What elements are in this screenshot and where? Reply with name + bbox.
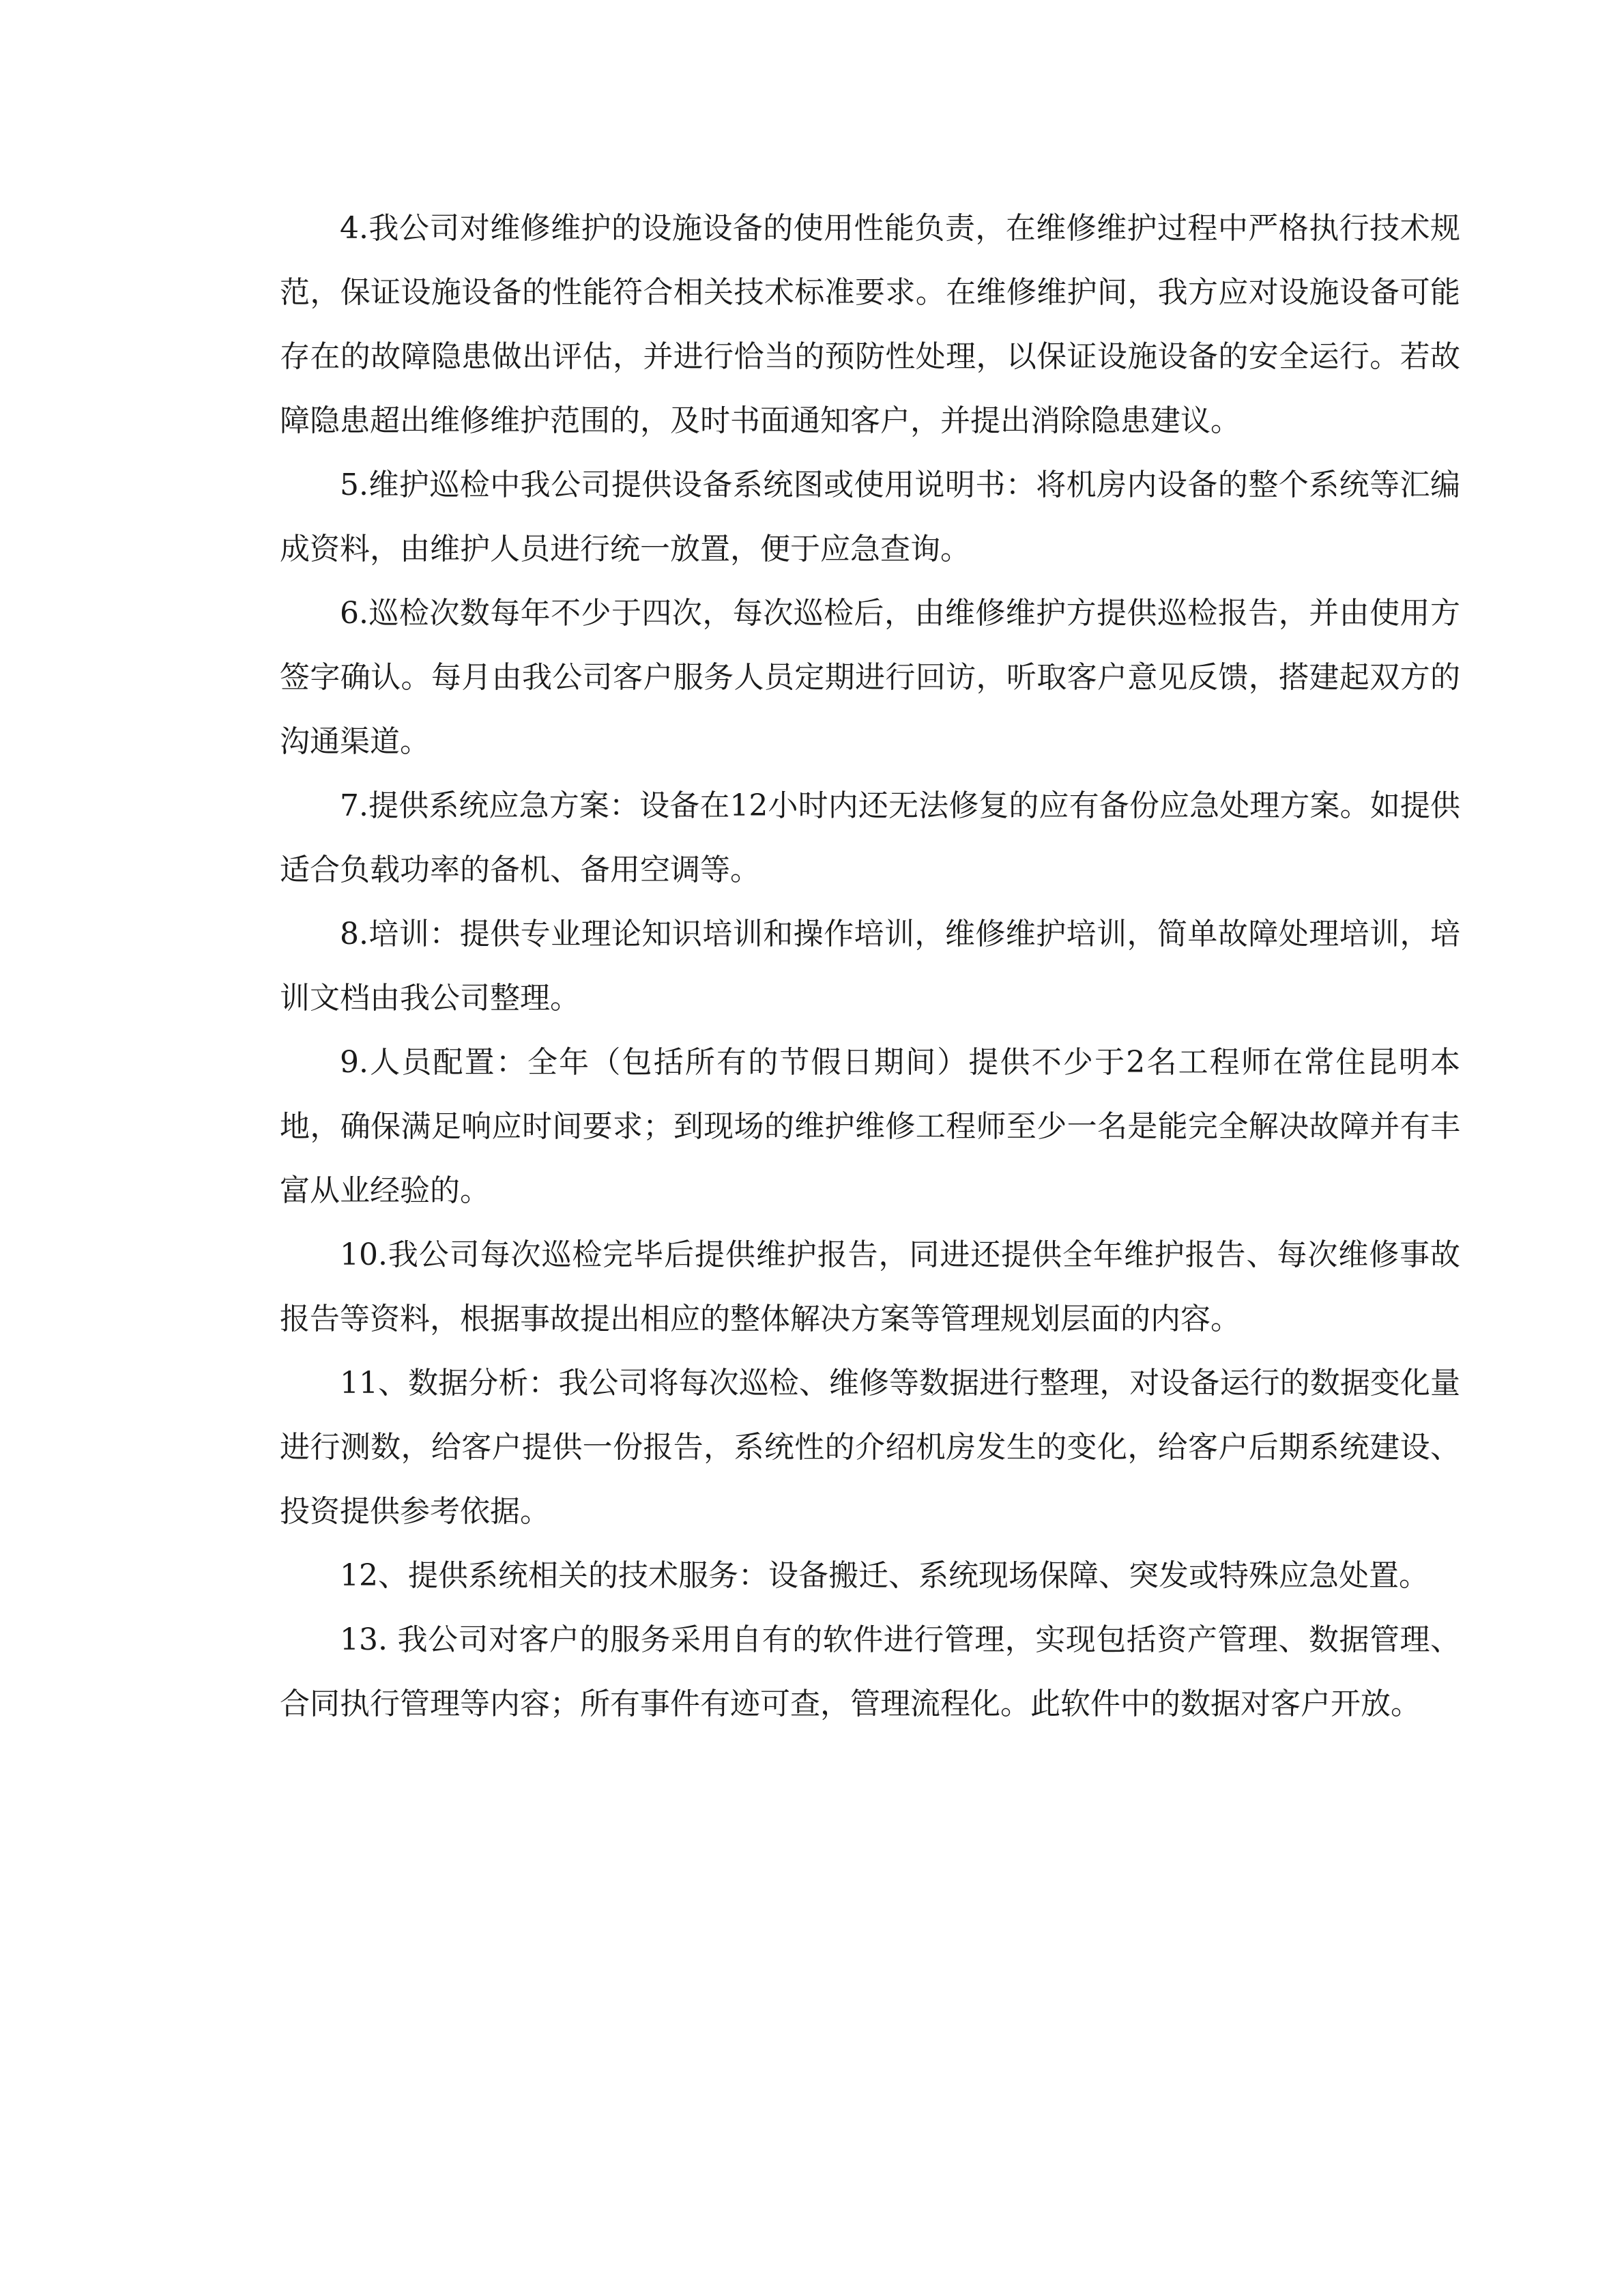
paragraph-item-9: 9.人员配置：全年（包括所有的节假日期间）提供不少于2名工程师在常住昆明本地，确保满足响应时间要求；到现场的维护维修工程师至少一名是能完全解决故障并有丰富从业经验的。	[280, 1045, 1460, 1208]
paragraph-item-8: 8.培训：提供专业理论知识培训和操作培训，维修维护培训，简单故障处理培训，培训文档由我公司整理。	[280, 917, 1460, 1016]
paragraph-item-4: 4.我公司对维修维护的设施设备的使用性能负责，在维修维护过程中严格执行技术规范，保证设施设备的性能符合相关技术标准要求。在维修维护间，我方应对设施设备可能存在的故障隐患做出评估，并进行恰当的预防性处理，以保证设施设备的安全运行。若故障隐患超出维修维护范围的，及时书面通知客户，并提出消除隐患建议。	[280, 211, 1460, 438]
paragraph-item-7: 7.提供系统应急方案：设备在12小时内还无法修复的应有备份应急处理方案。如提供适合负载功率的备机、备用空调等。	[280, 788, 1460, 887]
paragraph-item-10: 10.我公司每次巡检完毕后提供维护报告，同进还提供全年维护报告、每次维修事故报告等资料，根据事故提出相应的整体解决方案等管理规划层面的内容。	[280, 1237, 1460, 1336]
paragraph-item-12: 12、提供系统相关的技术服务：设备搬迁、系统现场保障、突发或特殊应急处置。	[340, 1558, 1429, 1593]
document-body	[280, 197, 1460, 1736]
paragraph-item-6: 6.巡检次数每年不少于四次，每次巡检后，由维修维护方提供巡检报告，并由使用方签字确认。每月由我公司客户服务人员定期进行回访，听取客户意见反馈，搭建起双方的沟通渠道。	[280, 596, 1460, 759]
paragraph-item-11: 11、数据分析：我公司将每次巡检、维修等数据进行整理，对设备运行的数据变化量进行测数，给客户提供一份报告，系统性的介绍机房发生的变化，给客户后期系统建设、投资提供参考依据。	[280, 1366, 1460, 1529]
paragraph-item-13: 13. 我公司对客户的服务采用自有的软件进行管理，实现包括资产管理、数据管理、合同执行管理等内容；所有事件有迹可查，管理流程化。此软件中的数据对客户开放。	[280, 1622, 1460, 1721]
paragraph-item-5: 5.维护巡检中我公司提供设备系统图或使用说明书：将机房内设备的整个系统等汇编成资料，由维护人员进行统一放置，便于应急查询。	[280, 468, 1460, 566]
